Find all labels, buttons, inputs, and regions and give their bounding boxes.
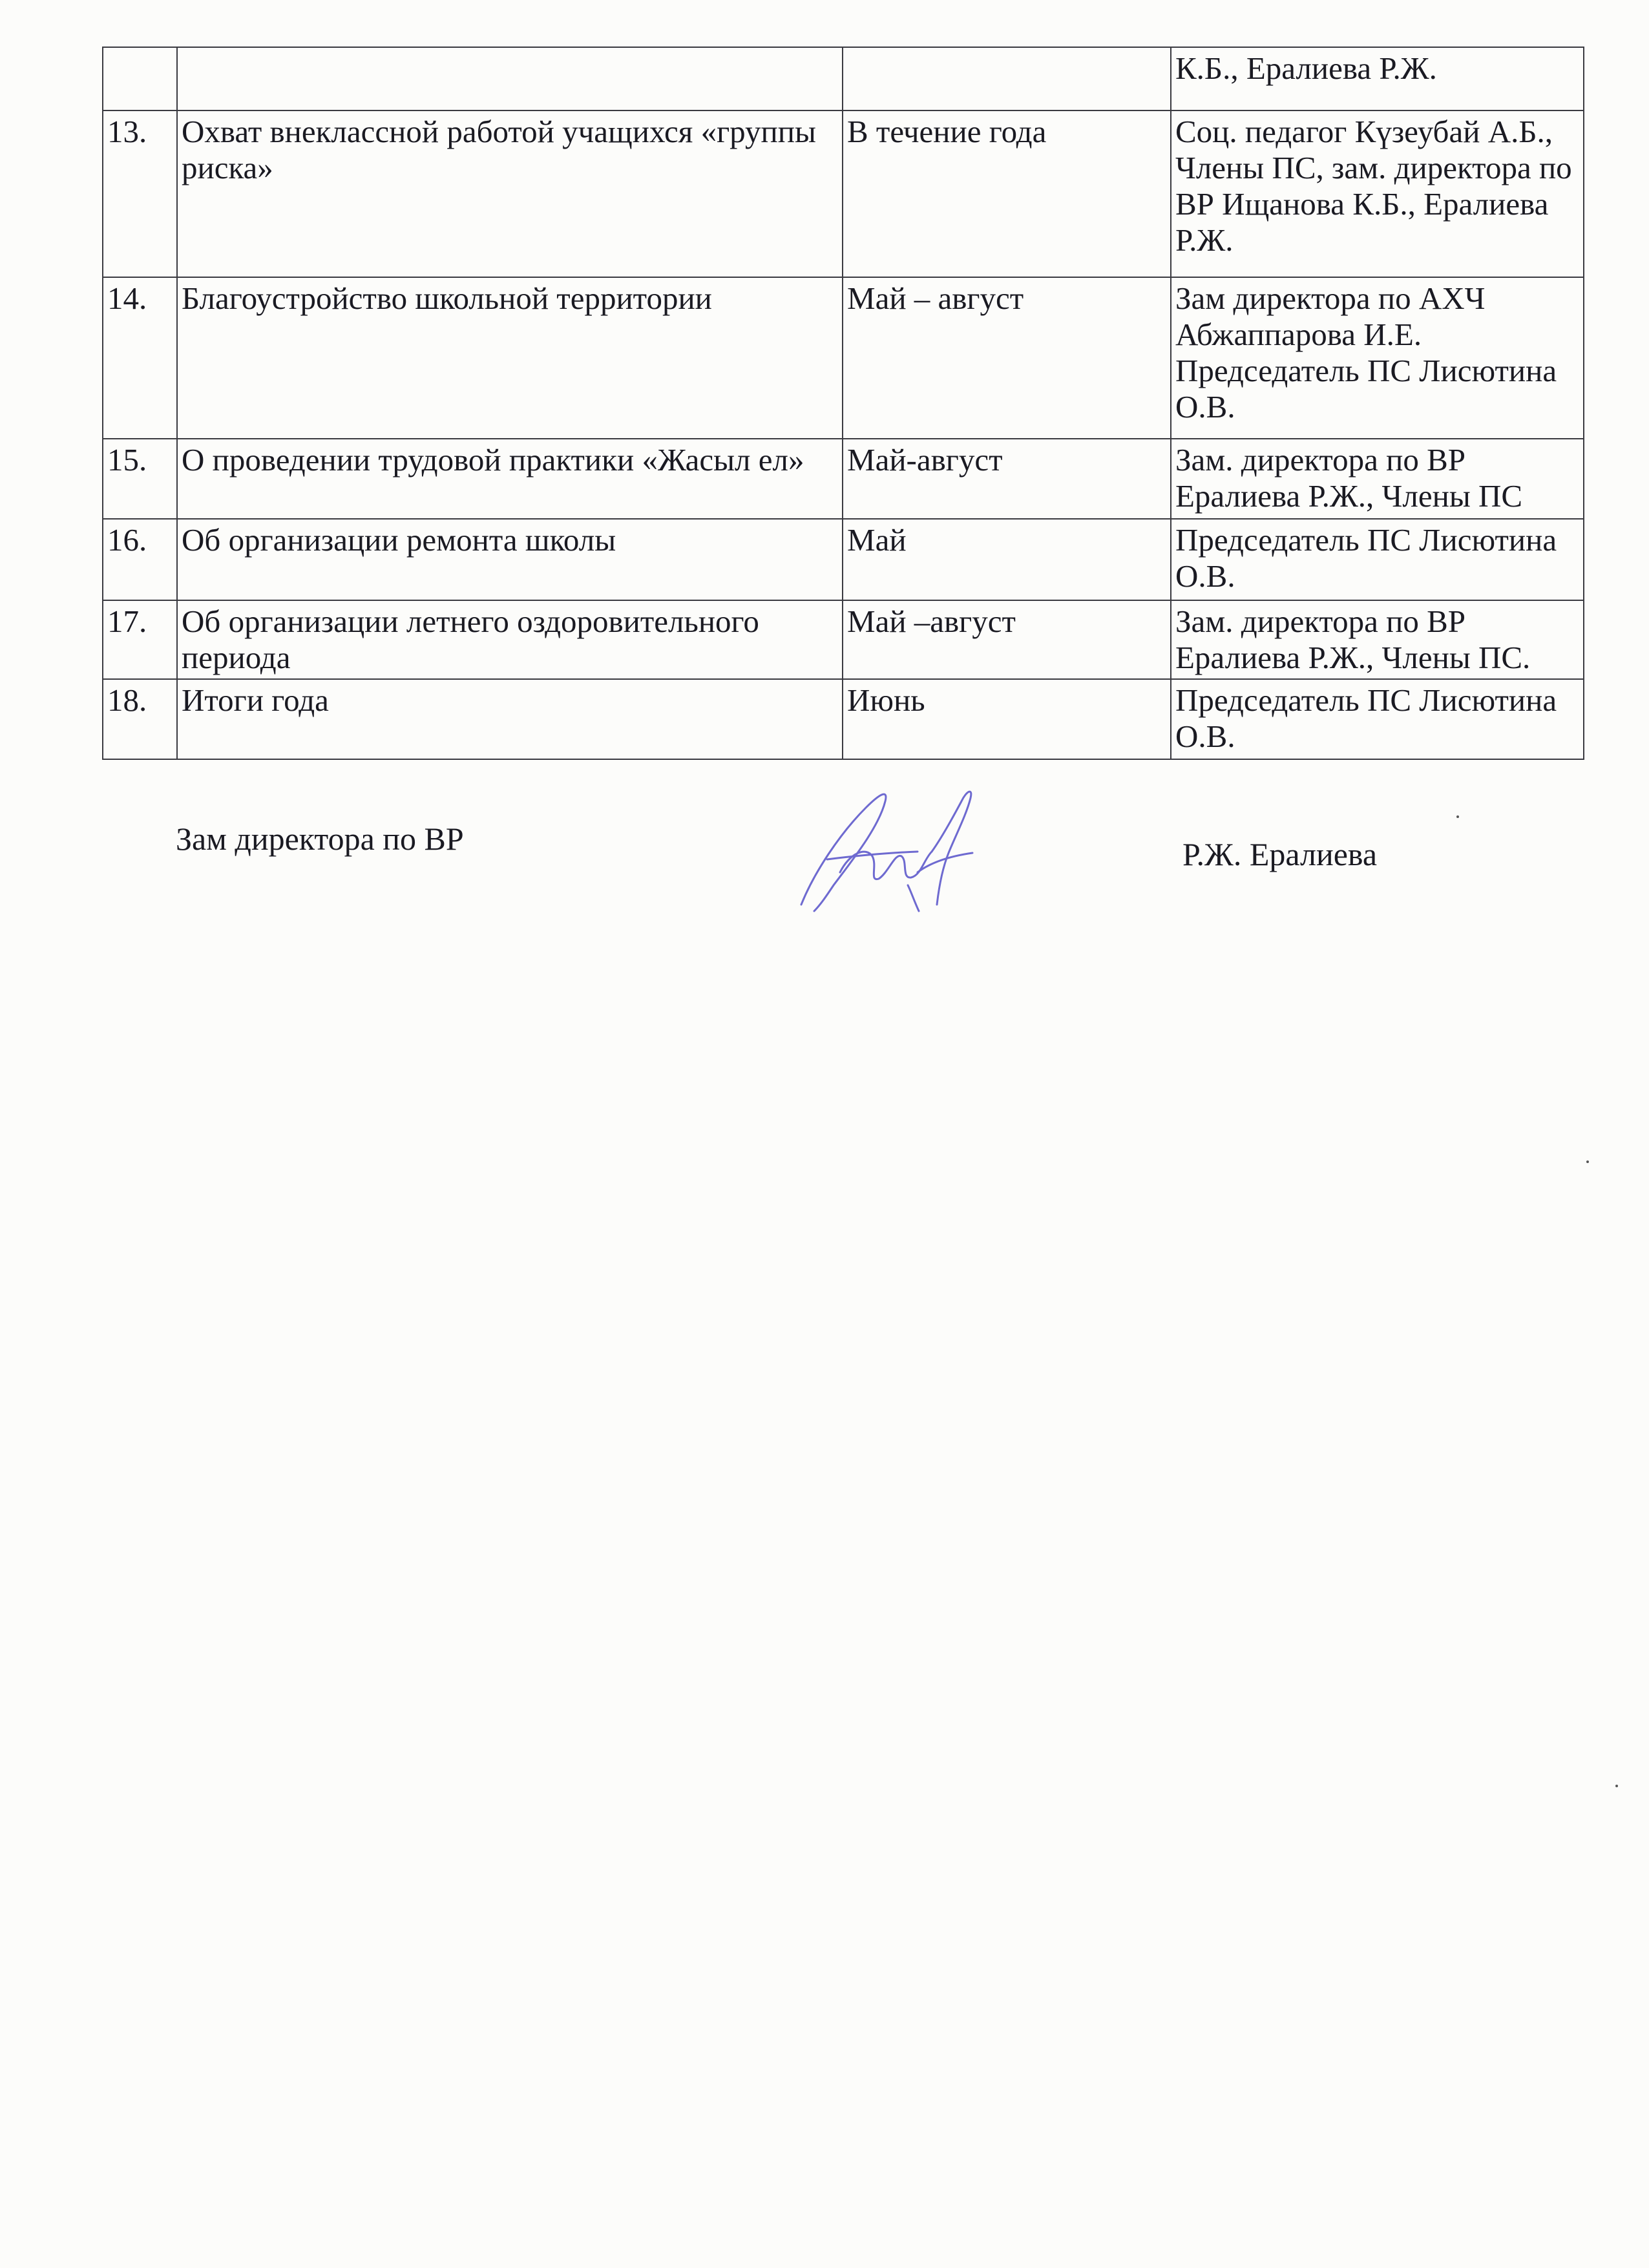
event-title: Об организации ремонта школы: [177, 519, 843, 600]
signer-name: Р.Ж. Ералиева: [1182, 836, 1378, 872]
event-date: В течение года: [843, 110, 1171, 277]
event-date: Июнь: [843, 679, 1171, 759]
event-title: Об организации летнего оздоровительного периода: [177, 600, 843, 679]
table-row: [103, 110, 1584, 277]
scan-speck: [1586, 1160, 1589, 1163]
responsible: Председатель ПС Лисютина О.В.: [1171, 679, 1584, 759]
event-date: Май –август: [843, 600, 1171, 679]
scan-speck: [1615, 1785, 1618, 1787]
event-title: Итоги года: [177, 679, 843, 759]
table-row: [103, 277, 1584, 439]
handwritten-signature: [782, 775, 995, 924]
responsible: Председатель ПС Лисютина О.В.: [1171, 519, 1584, 600]
plan-table: [102, 47, 1584, 760]
row-number: 17.: [103, 600, 177, 679]
responsible: Зам. директора по ВР Ералиева Р.Ж., Члены ПС.: [1171, 600, 1584, 679]
table-row: [103, 519, 1584, 600]
event-date: [843, 47, 1171, 110]
event-date: Май – август: [843, 277, 1171, 439]
table-row: [103, 439, 1584, 519]
event-date: Май: [843, 519, 1171, 600]
event-title: [177, 47, 843, 110]
event-title: Охват внеклассной работой учащихся «группы риска»: [177, 110, 843, 277]
row-number: 16.: [103, 519, 177, 600]
responsible: К.Б., Ералиева Р.Ж.: [1171, 47, 1584, 110]
event-title: О проведении трудовой практики «Жасыл ел»: [177, 439, 843, 519]
scan-speck: [1456, 815, 1459, 818]
event-date: Май-август: [843, 439, 1171, 519]
responsible: Соц. педагог Күзеубай А.Б., Члены ПС, зам. директора по ВР Ищанова К.Б., Ералиева Р.Ж.: [1171, 110, 1584, 277]
event-title: Благоустройство школьной территории: [177, 277, 843, 439]
row-number: [103, 47, 177, 110]
row-number: 13.: [103, 110, 177, 277]
row-number: 14.: [103, 277, 177, 439]
table-row: [103, 47, 1584, 110]
row-number: 15.: [103, 439, 177, 519]
responsible: Зам директора по АХЧ Абжаппарова И.Е. Председатель ПС Лисютина О.В.: [1171, 277, 1584, 439]
table-row: [103, 679, 1584, 759]
responsible: Зам. директора по ВР Ералиева Р.Ж., Члены ПС: [1171, 439, 1584, 519]
table-row: [103, 600, 1584, 679]
row-number: 18.: [103, 679, 177, 759]
signer-role: Зам директора по ВР: [176, 821, 464, 857]
